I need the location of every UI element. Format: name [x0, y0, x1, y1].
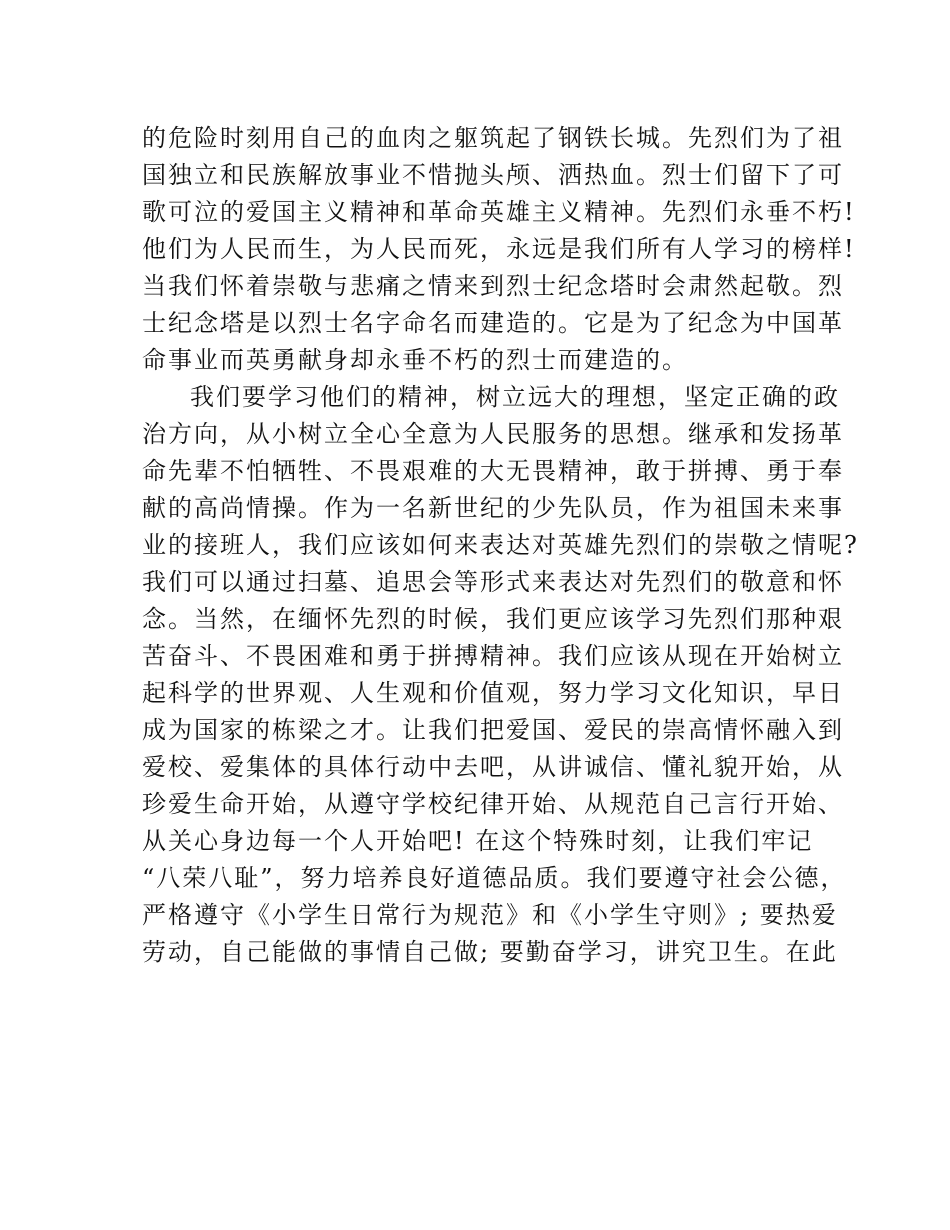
text-line: 当我们怀着崇敬与悲痛之情来到烈士纪念塔时会肃然起敬。烈	[142, 272, 844, 300]
text-line: 珍爱生命开始，从遵守学校纪律开始、从规范自己言行开始、	[142, 790, 844, 818]
text-line: 他们为人民而生，为人民而死，永远是我们所有人学习的榜样!	[142, 235, 856, 263]
text-line: 献的高尚情操。作为一名新世纪的少先队员，作为祖国未来事	[142, 494, 844, 522]
text-line: 念。当然，在缅怀先烈的时候，我们更应该学习先烈们那种艰	[142, 605, 844, 633]
text-line: 苦奋斗、不畏困难和勇于拼搏精神。我们应该从现在开始树立	[142, 642, 844, 670]
text-line: 成为国家的栋梁之才。让我们把爱国、爱民的崇高情怀融入到	[142, 716, 844, 744]
text-line: 命先辈不怕牺牲、不畏艰难的大无畏精神，敢于拼搏、勇于奉	[142, 457, 844, 485]
text-line: “八荣八耻”，努力培养良好道德品质。我们要遵守社会公德，	[142, 864, 847, 892]
text-line: 严格遵守《小学生日常行为规范》和《小学生守则》; 要热爱	[142, 901, 838, 929]
paragraph-start-line: 我们要学习他们的精神，树立远大的理想，坚定正确的政	[190, 383, 840, 411]
text-line: 国独立和民族解放事业不惜抛头颅、洒热血。烈士们留下了可	[142, 161, 844, 189]
text-line: 从关心身边每一个人开始吧! 在这个特殊时刻，让我们牢记	[142, 827, 814, 855]
text-line: 业的接班人，我们应该如何来表达对英雄先烈们的崇敬之情呢?	[142, 531, 859, 559]
text-line: 爱校、爱集体的具体行动中去吧，从讲诚信、懂礼貌开始，从	[142, 753, 844, 781]
text-line: 的危险时刻用自己的血肉之躯筑起了钢铁长城。先烈们为了祖	[142, 124, 844, 152]
text-line: 命事业而英勇献身却永垂不朽的烈士而建造的。	[142, 346, 688, 374]
text-line: 劳动，自己能做的事情自己做; 要勤奋学习，讲究卫生。在此	[142, 938, 838, 966]
text-line: 歌可泣的爱国主义精神和革命英雄主义精神。先烈们永垂不朽!	[142, 198, 856, 226]
text-line: 起科学的世界观、人生观和价值观，努力学习文化知识，早日	[142, 679, 844, 707]
text-line: 士纪念塔是以烈士名字命名而建造的。它是为了纪念为中国革	[142, 309, 844, 337]
body-text	[142, 120, 859, 971]
text-line: 我们可以通过扫墓、追思会等形式来表达对先烈们的敬意和怀	[142, 568, 844, 596]
text-line: 治方向，从小树立全心全意为人民服务的思想。继承和发扬革	[142, 420, 844, 448]
